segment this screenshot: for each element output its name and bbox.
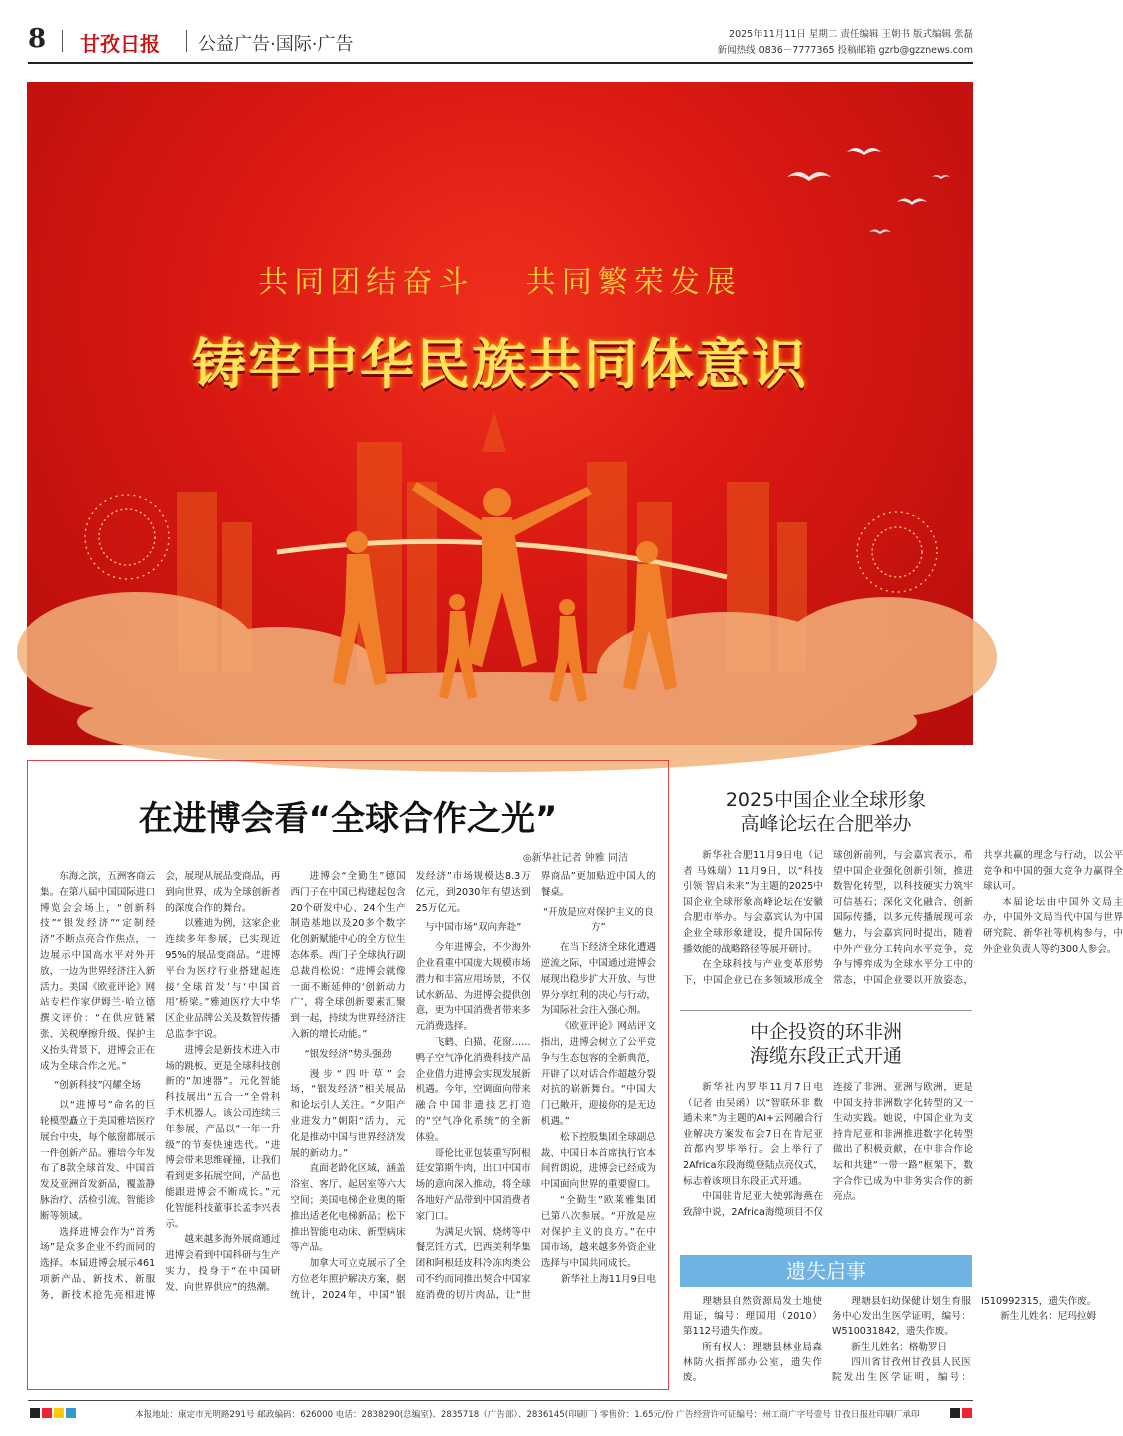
subhead: “银发经济”势头强劲 (304, 1048, 392, 1060)
lost-notice-title: 遗失启事 (680, 1255, 972, 1287)
footer-rule (28, 1400, 973, 1401)
banner-headline: 铸牢中华民族共同体意识 (192, 333, 808, 396)
article-3-body (683, 1080, 973, 1245)
paragraph: 在当下经济全球化遭遇逆流之际，中国通过进博会展现出稳步扩大开放、与世界分享红利的决心与行动，为国际社会注入强心剂。 (540, 942, 656, 1017)
divider (62, 30, 63, 52)
page-number: 8 (28, 24, 47, 54)
color-bar (30, 1408, 40, 1418)
editor-info: 2025年11月11日 星期二 责任编辑 王朝书 版式编辑 张磊 (729, 29, 973, 40)
banner-illustration (27, 82, 973, 745)
paragraph: 越来越多海外展商通过进博会看到中国科研与生产实力，投身于“在中国研发、向世界供应”的热潮。 (165, 1234, 281, 1293)
paragraph: 东海之滨，五洲客商云集。在第八届中国国际进口博览会会场上，“创新科技”“银发经济”“定制经济”不断点亮合作焦点，一边展示中国高水平对外开放，一边为世界经济注入新活力。美国《欧亚评论》网站专栏作家伊姆兰·哈立德撰文评价：“在供应链紧张、关税摩擦升级、保护主义抬头背景下，进博会正在成为全球合作之光。” (40, 871, 156, 1072)
paragraph: 哥伦比亚包装重写阿根廷安第斯牛肉，出口中国市场的意向深入推动，将全球各地好产品带到中国消费者家门口。 (415, 1147, 531, 1222)
color-bar (962, 1408, 972, 1418)
footer-info: 本报地址：康定市光明路291号 邮政编码：626000 电话：2838290(总编室)、2835718（广告部）、2836145(印刷厂) 零售价：1.65元/份 广告经营许可证编号：州工商广字号壹号 甘孜日报社印刷厂承印 (135, 1410, 920, 1420)
subhead: 与中国市场“双向奔赴” (425, 922, 522, 934)
paragraph: 在全球科技与产业变革形势下，中国企业已在多领域形成全球创新前列，与会嘉宾表示，希望中国企业强化创新引领，推进数智化转型，以科技硬实力筑牢可信基石；深化文化融合、创新国际传播，以多元传播展现可亲魅力，与会嘉宾同时提出，随着中外产业分工转向水平竞争，竞争与博弈成为全球水平分工中的常态，中国企业要以开放姿态，共享共赢的理念与行动，以公平竞争和中国的强大竞争力赢得全球认可。 (683, 850, 1123, 986)
article-2-title: 2025中国企业全球形象 高峰论坛在合肥举办 (725, 789, 927, 835)
contact-info: 新闻热线 0836－7777365 投稿邮箱 gzrb@gzznews.com (717, 45, 973, 56)
page-header (28, 22, 973, 64)
paragraph: 《欧亚评论》网站评文指出，进博会树立了公平竞争与生态包容的全新典范，开辟了以对话合作超越分裂对抗的崭新舞台。“中国大门已敞开，迎接你的是无边机遇。” (540, 1021, 656, 1127)
notice-item: 新生儿姓名：尼玛拉姆 (1000, 1311, 1097, 1323)
color-bar (54, 1408, 64, 1418)
paragraph: 飞鹤、白猫、花窗……鸭子空气净化消费科技产品企业借力进博会实现发展新机遇。今年，空调面向带来融合中国非遗技艺打造的“空气净化系统”的全新体验。 (415, 1036, 531, 1143)
article-body (40, 869, 656, 1384)
public-service-banner (27, 82, 973, 745)
slogan-left: 共同团结奋斗 (258, 265, 475, 300)
article-2-body (683, 848, 1123, 1003)
paragraph: 选择进博会作为“首秀场”是众多企业不约而同的选择。本届进博会展示461项新产品、新技术、新服务，新技术抢先亮相进博会，展现从展品变商品，再到向世界，成为全球创新者的深度合作的舞台。 (40, 871, 281, 1301)
article-byline: ◎新华社记者 钟雅 同洁 (522, 853, 628, 864)
banner-slogan (27, 257, 973, 301)
paragraph: 以“进博号”命名的巨轮模型矗立于美国雅培医疗展台中央，每个舷窗都展示一件创新产品。雅培今年发布了8款全球首发、中国首发及亚洲首发新品，覆盖静脉治疗、活检引流、智能诊断等领域。 (40, 1100, 156, 1222)
birds-icon (787, 148, 950, 234)
paragraph: 松下控股集团全球副总裁、中国日本首席执行官本间哲朗说，进博会已经成为中国面向世界的重要窗口。 (540, 1131, 656, 1191)
notice-item: 新生儿姓名：格勒罗日 (851, 1341, 948, 1353)
main-article (27, 760, 669, 1390)
notice-item: 四川省甘孜州甘孜县人民医院发出生医学证明，编号：I510992315，遗失作废。 (832, 1296, 1097, 1384)
subhead: “创新科技”闪耀全场 (54, 1080, 141, 1092)
masthead-logo: 甘孜日报 (80, 32, 160, 56)
paragraph: 为满足火锅、烧烤等中餐烹饪方式，巴西美利华集团和阿根廷皮科冷冻肉类公司不约而同推出契合中国家庭消费的切片肉品，让“世界商品”更加贴近中国人的餐桌。 (415, 871, 656, 1301)
paragraph: 以雅迪为例，这家企业连续多年参展，已实现近95%的展品变商品。“进博平台为医疗行业搭建起连接‘全球首发’与‘中国首用’桥梁。”雅迪医疗大中华区企业品牌公关及数智传播总监李宇说。 (165, 918, 281, 1040)
paragraph: 今年进博会，不少海外企业看重中国庞大规模市场潜力和丰富应用场景，不仅试水新品、为进博会提供创意，更为中国消费者带来多元消费选择。 (415, 942, 531, 1033)
paragraph: 漫步“四叶草”会场，“银发经济”相关展品和论坛引人关注。“夕阳产业进发力”朝阳“活力，元化是推动中国与世界经济发展的新动力。” (290, 1068, 406, 1159)
paragraph: 新华社内罗毕11月7日电（记者 由吴函）以“智联环非 数通未来”为主题的AI+云网融合行业解决方案发布会7日在肯尼亚首都内罗毕举行。会上举行了2Africa东段海缆登陆点亮仪式，标志着该项目东段正式开通。 (683, 1082, 823, 1187)
divider (186, 30, 187, 52)
article-3-title: 中企投资的环非洲 海缆东段正式开通 (749, 1021, 902, 1067)
paragraph: 加拿大可立克展示了全方位老年照护解决方案，据统计，2024年，中国“银发经济”市场规模达8.3万亿元，到2030年有望达到25万亿元。 (290, 871, 531, 1301)
paragraph: 进博会“全勤生”德国西门子在中国已构建起包含20个研发中心、24个生产制造基地以及20多个数字化创新赋能中心的全方位生态体系。西门子全球执行副总裁肖松说：“进博会就像一面不断延伸的‘创新动力广’，将全球创新要素汇聚到一起，持续为世界经济注入新的增长动能。” (290, 871, 406, 1040)
color-bar (950, 1408, 960, 1418)
paragraph: 进博会是新技术进入市场的跳板，更是全球科技创新的“加速器”。元化智能科技展出“五合一”全骨科手术机器人。该公司连续三年参展，产品以“一年一升级”的节奏快速迭代。“进博会带来思维碰撞，让我们看到更多拓展空间，产品也能跟进博会不断成长。”元化智能科技董事长孟李兴表示。 (165, 1044, 281, 1230)
paragraph: “全勤生”欧莱雅集团已第八次参展。“开放是应对保护主义的良方。”在中国市场，越来越多外资企业选择与中国共同成长。 (540, 1194, 656, 1270)
color-bar (42, 1408, 52, 1418)
notice-item: 理塘县妇幼保健计划生育服务中心发出生医学证明，编号：W510031842，遗失作废。 (832, 1296, 971, 1338)
paragraph: 直面老龄化区域，涵盖浴室、客厅、起居室等六大空间；美国电梯企业奥的斯推出适老化电梯新品；松下推出智能电动床、新型病床等产品。 (290, 1163, 406, 1254)
paragraph: 中国驻肯尼亚大使郭海燕在致辞中说，2Africa海缆项目不仅连接了非洲、亚洲与欧洲，更是中国支持非洲数字化转型的又一生动实践。她说，中国企业为支持肯尼亚和非洲推进数字化转型做出了积极贡献，在中非合作论坛和共建“一带一路”框架下，数字合作已成为中非务实合作的新亮点。 (683, 1082, 973, 1218)
notice-item: 理塘县自然资源局发土地使用证，编号：理国用（2010）第112号遗失作废。 (683, 1296, 822, 1338)
color-bar (66, 1408, 76, 1418)
section-title: 公益广告·国际·广告 (198, 34, 354, 55)
slogan-right: 共同繁荣发展 (525, 265, 742, 300)
lost-notice-body (683, 1294, 1097, 1389)
article-title: 在进博会看“全球合作之光” (138, 799, 558, 839)
notice-item: 所有权人：理塘县林业局森林防火指挥部办公室，遗失作废。 (683, 1341, 822, 1384)
divider (680, 1010, 972, 1011)
paragraph: 新华社合肥11月9日电（记者 马姝瑞）11月9日，以“科技引领 智启未来”为主题的2025中国企业全球形象高峰论坛在安徽合肥市举办。与会嘉宾认为中国企业全球形象建设，提升国际传播效能的战略路径等展开研讨。 (683, 850, 823, 955)
paragraph: 本届论坛由中国外文局主办，中国外文局当代中国与世界研究院、新华社等机构参与，中外企业负责人等约300人参会。 (983, 896, 1123, 955)
subhead: “开放是应对保护主义的良方” (543, 906, 654, 934)
dateline: 新华社上海11月9日电 (560, 1273, 656, 1285)
